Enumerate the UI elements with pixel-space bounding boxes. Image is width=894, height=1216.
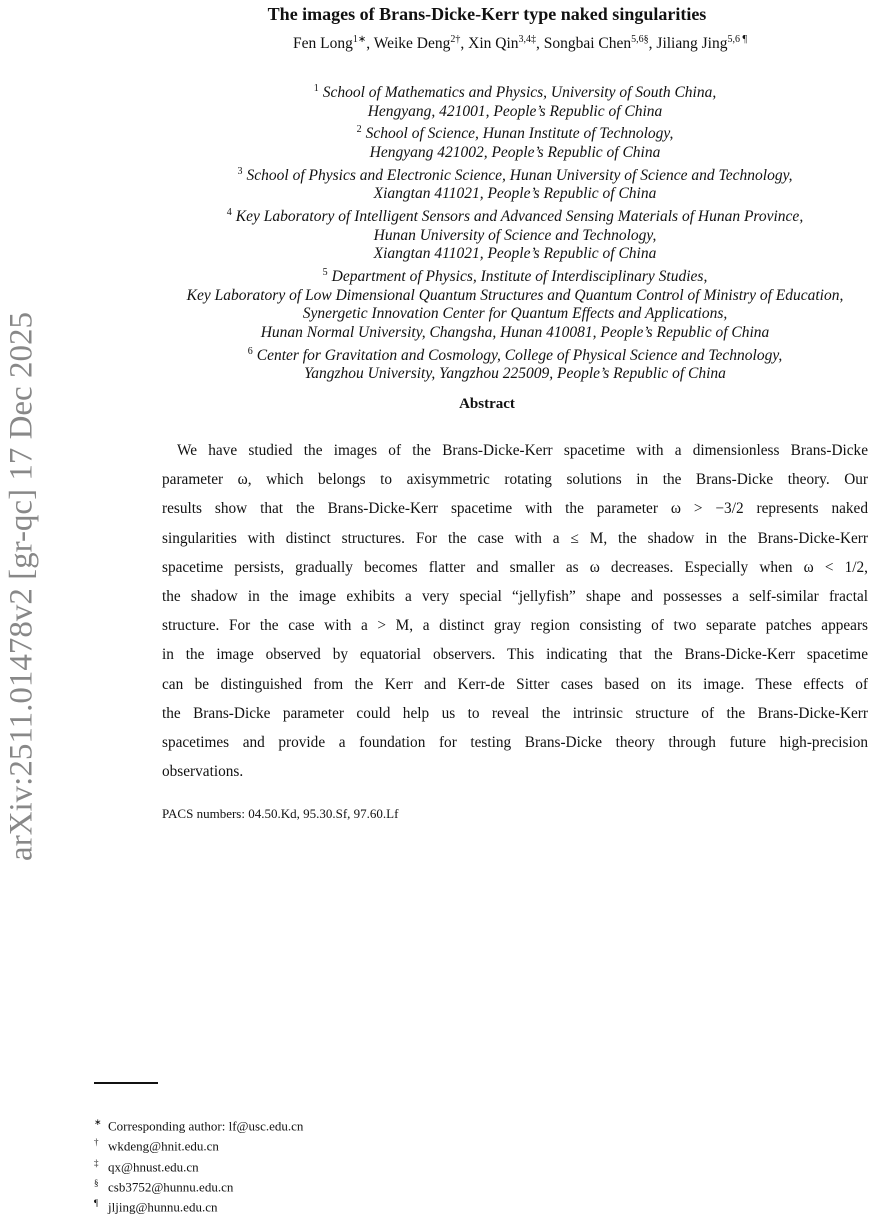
author: Weike Deng$^{2\dagger}$,: [373, 34, 469, 53]
abstract-line: parameter ω, which belongs to axisymmetric rotating solutions in the Brans-Dicke theory. Our: [162, 471, 868, 489]
footnote-email: wkdeng@hnit.edu.cn: [108, 1138, 219, 1154]
affiliation-text: Xiangtan 411021, People’s Republic of China: [373, 245, 657, 263]
abstract-line: in the image observed by equatorial observers. This indicating that the Brans-Dicke-Kerr spacetime: [162, 646, 868, 664]
abstract-line: the shadow in the image exhibits a very special “jellyfish” shape and possesses a self-similar fractal: [162, 588, 868, 606]
abstract-line: singularities with distinct structures. For the case with a ≤ M, the shadow in the Brans-Dicke-Kerr: [162, 529, 868, 547]
author-name: Jiliang Jing: [656, 35, 728, 53]
arxiv-stamp: arXiv:2511.01478v2 [gr-qc] 17 Dec 2025: [3, 312, 40, 861]
affiliation-line: [130, 365, 894, 384]
footnote-mark: §: [94, 1177, 99, 1188]
author: Fen Long$^{1∗}$,: [293, 34, 374, 53]
abstract-line: the Brans-Dicke parameter could help us to reveal the intrinsic structure of the Brans-Dicke-Kerr: [162, 704, 868, 722]
affiliation-number: 2: [356, 124, 362, 136]
author: [656, 35, 747, 52]
abstract-body: [162, 436, 868, 786]
affiliation-line: [130, 144, 894, 163]
abstract-line: We have studied the images of the Brans-Dicke-Kerr spacetime with a dimensionless Brans-Dicke: [177, 442, 868, 459]
affiliation-line: [130, 185, 894, 204]
affiliation-line: [130, 80, 894, 103]
footnote: [94, 1195, 303, 1215]
affiliation-text: School of Physics and Electronic Science, Hunan University of Science and Technology,: [246, 166, 793, 184]
footnote-email: jljing@hunnu.edu.cn: [108, 1199, 218, 1215]
affiliation-line: [130, 287, 894, 306]
author-name: Weike Deng: [373, 35, 451, 53]
affiliation-line: [130, 227, 894, 246]
affiliation-line: [130, 264, 894, 287]
pacs-numbers: PACS numbers: 04.50.Kd, 95.30.Sf, 97.60.Lf: [162, 806, 399, 821]
affiliation-text: Hunan University of Science and Technology,: [373, 226, 657, 244]
author-name: Fen Long: [293, 35, 353, 53]
author-affiliation-mark: 3,4‡: [518, 34, 536, 45]
affiliation-text: Center for Gravitation and Cosmology, College of Physical Science and Technology,: [256, 346, 783, 364]
affiliation-text: School of Mathematics and Physics, University of South China,: [322, 84, 717, 102]
author: Xin Qin$^{3,4\ddagger}$,: [468, 34, 544, 53]
affiliation-text: Key Laboratory of Low Dimensional Quantum Structures and Quantum Control of Ministry of Education,: [186, 286, 844, 304]
affiliation-text: Xiangtan 411021, People’s Republic of China: [373, 185, 657, 203]
affiliation-line: [130, 121, 894, 144]
affiliation-number: 3: [237, 165, 243, 177]
footnote: [94, 1134, 303, 1154]
affiliation-number: 5: [322, 266, 328, 278]
abstract-line: spacetime persists, gradually becomes flatter and smaller as ω decreases. Especially when ω < 1/2,: [162, 558, 868, 576]
footnote-rule: [94, 1082, 158, 1084]
footnote-email: Corresponding author: lf@usc.edu.cn: [108, 1118, 304, 1134]
abstract-line: structure. For the case with a > M, a distinct gray region consisting of two separate patches appears: [162, 617, 868, 635]
author-affiliation-mark: 5,6 ¶: [727, 34, 747, 45]
affiliation-number: 4: [226, 207, 232, 219]
affiliation-line: [130, 324, 894, 343]
affiliation-text: School of Science, Hunan Institute of Technology,: [365, 125, 674, 143]
affiliation-line: [130, 245, 894, 264]
affiliation-line: [130, 305, 894, 324]
abstract-line: spacetimes and provide a foundation for testing Brans-Dicke theory through future high-precision: [162, 734, 868, 752]
affiliation-text: Hengyang, 421001, People’s Republic of China: [367, 102, 663, 120]
footnote-mark: ∗: [94, 1117, 102, 1127]
footnote-email: qx@hnust.edu.cn: [108, 1158, 199, 1174]
affiliation-line: [130, 343, 894, 366]
abstract-line: observations.: [162, 763, 244, 781]
author-affiliation-mark: 1∗: [352, 34, 367, 45]
affiliation-number: 6: [247, 345, 253, 357]
affiliation-text: Hengyang 421002, People’s Republic of China: [369, 144, 661, 162]
author-name: Songbai Chen: [543, 35, 632, 53]
affiliation-text: Hunan Normal University, Changsha, Hunan 410081, People’s Republic of China: [260, 323, 770, 341]
footnote: [94, 1155, 303, 1175]
affiliation-number: 1: [313, 83, 319, 94]
affiliation-line: [130, 163, 894, 186]
paper-title: The images of Brans-Dicke-Kerr type naked singularities: [267, 4, 707, 24]
abstract-line: results show that the Brans-Dicke-Kerr spacetime with the parameter ω > −3/2 represents naked: [162, 500, 868, 518]
footnote-mark: †: [94, 1137, 99, 1148]
author-list: [140, 34, 894, 53]
affiliation-text: Yangzhou University, Yangzhou 225009, People’s Republic of China: [304, 365, 726, 383]
author: Songbai Chen$^{5,6\S}$,: [543, 34, 657, 53]
footnote-mark: ¶: [94, 1198, 99, 1209]
affiliation-list: [130, 80, 894, 384]
affiliation-text: Synergetic Innovation Center for Quantum Effects and Applications,: [302, 305, 728, 323]
author-affiliation-mark: 2†: [450, 34, 461, 45]
footnote-mark: ‡: [94, 1157, 99, 1168]
footnote-list: [94, 1114, 303, 1216]
author-name: Xin Qin: [468, 35, 519, 53]
author-affiliation-mark: 5,6§: [631, 34, 649, 45]
affiliation-text: Department of Physics, Institute of Interdisciplinary Studies,: [331, 268, 708, 286]
footnote: [94, 1175, 303, 1195]
affiliation-text: Key Laboratory of Intelligent Sensors and Advanced Sensing Materials of Hunan Province,: [235, 208, 804, 226]
abstract-line: can be distinguished from the Kerr and Kerr-de Sitter cases based on its image. These effects of: [162, 675, 868, 693]
affiliation-line: [130, 204, 894, 227]
footnote-email: csb3752@hunnu.edu.cn: [108, 1179, 234, 1195]
footnote: [94, 1114, 303, 1134]
abstract-heading: Abstract: [459, 396, 515, 412]
affiliation-line: [130, 103, 894, 122]
